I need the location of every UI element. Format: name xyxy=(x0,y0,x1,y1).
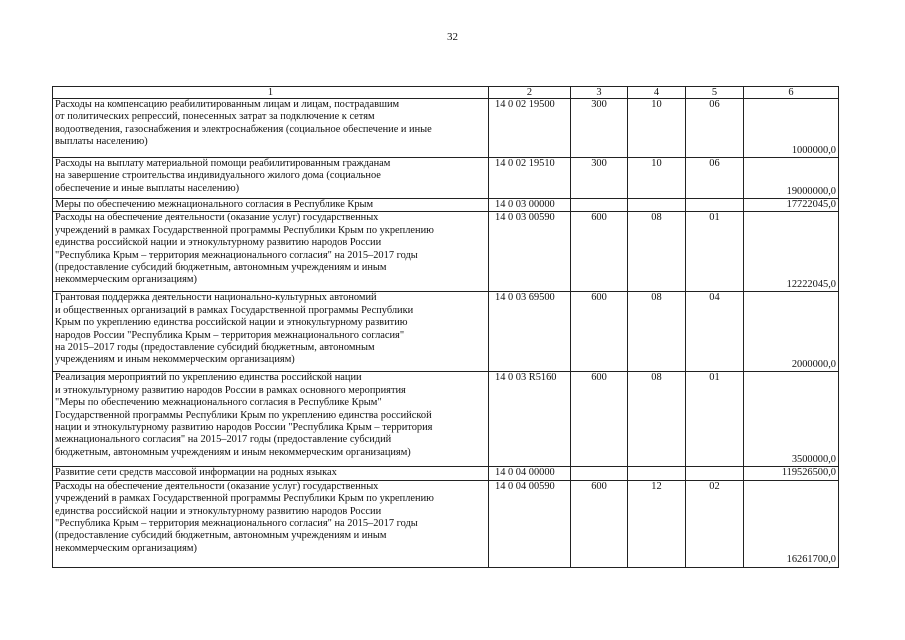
row-c3: 600 xyxy=(571,292,628,372)
row-c4 xyxy=(628,199,686,212)
row-code: 14 0 03 00000 xyxy=(489,199,571,212)
row-amount: 17722045,0 xyxy=(744,199,839,212)
row-name: Меры по обеспечению межнационального согласия в Республике Крым xyxy=(53,199,489,212)
row-c3: 600 xyxy=(571,372,628,467)
row-name: Расходы на выплату материальной помощи реабилитированным гражданам на завершение строительства индивидуального жилого дома (социальное обеспечение и иные выплаты населению) xyxy=(53,158,489,199)
row-c3: 600 xyxy=(571,212,628,292)
row-name: Расходы на обеспечение деятельности (оказание услуг) государственных учреждений в рамках Государственной программы Республики Крым по укреплению единства российской нации и этнокультурному развитию народов России "Республика Крым – территория межнационального согласия" на 2015–2017 годы (предоставление субсидий бюджетным, автономным учреждениям и иным некоммерческим организациям) xyxy=(53,480,489,567)
row-amount: 119526500,0 xyxy=(744,467,839,480)
table-row xyxy=(53,372,839,467)
row-c5: 01 xyxy=(686,212,744,292)
table-row xyxy=(53,480,839,567)
row-code: 14 0 02 19500 xyxy=(489,99,571,158)
table-header-row xyxy=(53,87,839,99)
row-c4: 08 xyxy=(628,212,686,292)
row-c4: 10 xyxy=(628,158,686,199)
row-amount: 1000000,0 xyxy=(744,99,839,158)
row-name: Расходы на обеспечение деятельности (оказание услуг) государственных учреждений в рамках Государственной программы Республики Крым по укреплению единства российской нации и этнокультурному развитию народов России "Республика Крым – территория межнационального согласия" на 2015–2017 годы (предоставление субсидий бюджетным, автономным учреждениям и иным некоммерческим организациям) xyxy=(53,212,489,292)
column-header: 6 xyxy=(744,87,839,99)
column-header: 1 xyxy=(53,87,489,99)
row-code: 14 0 03 00590 xyxy=(489,212,571,292)
row-name: Развитие сети средств массовой информации на родных языках xyxy=(53,467,489,480)
row-c5 xyxy=(686,467,744,480)
row-c4: 08 xyxy=(628,372,686,467)
row-amount: 3500000,0 xyxy=(744,372,839,467)
table-row xyxy=(53,212,839,292)
row-c4: 08 xyxy=(628,292,686,372)
row-amount: 2000000,0 xyxy=(744,292,839,372)
table-row xyxy=(53,158,839,199)
row-c5: 04 xyxy=(686,292,744,372)
row-c3: 300 xyxy=(571,158,628,199)
row-c5: 06 xyxy=(686,158,744,199)
column-header: 3 xyxy=(571,87,628,99)
table-row xyxy=(53,467,839,480)
row-code: 14 0 03 R5160 xyxy=(489,372,571,467)
page-number: 32 xyxy=(447,31,458,43)
column-header: 4 xyxy=(628,87,686,99)
row-c3: 300 xyxy=(571,99,628,158)
table-row xyxy=(53,292,839,372)
row-name: Грантовая поддержка деятельности национально-культурных автономий и общественных организаций в рамках Государственной программы Республики Крым по укреплению единства российской нации и этнокультурному развитию народов России "Республика Крым – территория межнационального согласия" на 2015–2017 годы (предоставление субсидий бюджетным, автономным учреждениям и иным некоммерческим организациям) xyxy=(53,292,489,372)
row-amount: 12222045,0 xyxy=(744,212,839,292)
row-code: 14 0 02 19510 xyxy=(489,158,571,199)
row-name: Реализация мероприятий по укреплению единства российской нации и этнокультурному развитию народов России в рамках основного мероприятия "Меры по обеспечению межнационального согласия в Республике Крым" Государственной программы Республики Крым по укреплению единства российской нации и этнокультурному развитию народов России "Республика Крым – территория межнационального согласия" на 2015–2017 годы (предоставление субсидий бюджетным, автономным учреждениям и иным некоммерческим организациям) xyxy=(53,372,489,467)
table-row xyxy=(53,99,839,158)
row-c4: 10 xyxy=(628,99,686,158)
column-header: 5 xyxy=(686,87,744,99)
row-code: 14 0 03 69500 xyxy=(489,292,571,372)
row-code: 14 0 04 00000 xyxy=(489,467,571,480)
row-c3 xyxy=(571,199,628,212)
row-c3: 600 xyxy=(571,480,628,567)
row-c5: 02 xyxy=(686,480,744,567)
row-c5 xyxy=(686,199,744,212)
row-c3 xyxy=(571,467,628,480)
row-name: Расходы на компенсацию реабилитированным лицам и лицам, пострадавшим от политических репрессий, понесенных затрат за подключение к сетям водоотведения, газоснабжения и электроснабжения (социальное обеспечение и иные выплаты населению) xyxy=(53,99,489,158)
row-c4 xyxy=(628,467,686,480)
row-c5: 01 xyxy=(686,372,744,467)
row-code: 14 0 04 00590 xyxy=(489,480,571,567)
budget-table xyxy=(52,86,839,568)
row-amount: 19000000,0 xyxy=(744,158,839,199)
row-c5: 06 xyxy=(686,99,744,158)
row-c4: 12 xyxy=(628,480,686,567)
column-header: 2 xyxy=(489,87,571,99)
row-amount: 16261700,0 xyxy=(744,480,839,567)
table-row xyxy=(53,199,839,212)
